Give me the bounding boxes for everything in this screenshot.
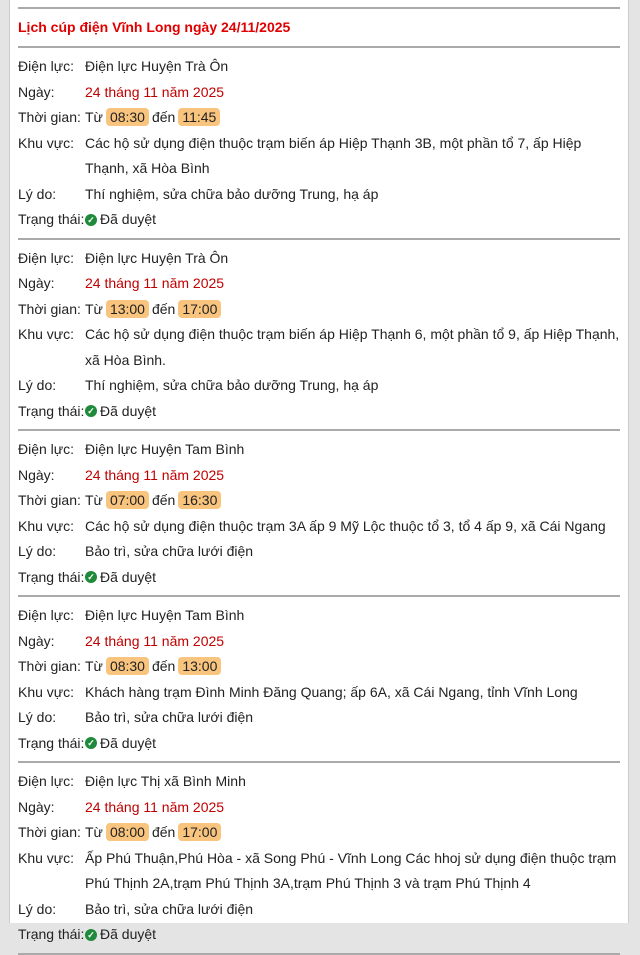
area-label: Khu vực: xyxy=(18,134,75,151)
outage-record xyxy=(18,240,620,430)
check-circle-icon: ✓ xyxy=(85,405,97,417)
reason-label: Lý do: xyxy=(18,377,57,393)
from-text: Từ xyxy=(85,824,103,840)
date-label: Ngày: xyxy=(18,83,55,100)
unit-label: Điện lực: xyxy=(18,58,75,74)
to-text: đến xyxy=(151,658,176,674)
area-label: Khu vực: xyxy=(18,683,75,700)
reason-label: Lý do: xyxy=(18,543,57,559)
reason-value: Bảo trì, sửa chữa lưới điện xyxy=(85,709,254,725)
area-value: Khách hàng trạm Đình Minh Đăng Quang; ấp 6A, xã Cái Ngang, tỉnh Vĩnh Long xyxy=(85,683,578,700)
date-value: 24 tháng 11 năm 2025 xyxy=(85,83,225,100)
time-label: Thời gian: xyxy=(18,109,81,125)
check-circle-icon: ✓ xyxy=(85,737,97,749)
to-text: đến xyxy=(151,824,176,840)
start-time-badge: 13:00 xyxy=(106,300,149,318)
date-label: Ngày: xyxy=(18,466,55,483)
unit-label: Điện lực: xyxy=(18,441,75,457)
status-label: Trạng thái: xyxy=(18,211,85,227)
check-circle-icon: ✓ xyxy=(85,929,97,941)
from-text: Từ xyxy=(85,492,103,508)
unit-value: Điện lực Huyện Tam Bình xyxy=(85,607,245,623)
from-text: Từ xyxy=(85,300,103,317)
schedule-panel xyxy=(9,0,629,942)
date-label: Ngày: xyxy=(18,798,55,815)
status-badge: Đã duyệt xyxy=(100,402,157,419)
unit-label: Điện lực: xyxy=(18,607,75,623)
status-label: Trạng thái: xyxy=(18,734,85,751)
area-value: Các hộ sử dụng điện thuộc trạm biến áp Hiệp Thạnh 3B, một phần tổ 7, ấp Hiệp Thạnh, xã Hòa Bình xyxy=(85,134,582,176)
outage-record xyxy=(18,763,620,953)
date-value: 24 tháng 11 năm 2025 xyxy=(85,466,225,483)
from-text: Từ xyxy=(85,109,103,125)
unit-label: Điện lực: xyxy=(18,773,75,789)
unit-value: Điện lực Huyện Trà Ôn xyxy=(85,58,229,74)
end-time-badge: 17:00 xyxy=(178,823,221,841)
outage-record xyxy=(18,431,620,595)
outage-record xyxy=(18,597,620,761)
unit-value: Điện lực Thị xã Bình Minh xyxy=(85,773,246,789)
date-value: 24 tháng 11 năm 2025 xyxy=(85,275,225,291)
time-label: Thời gian: xyxy=(18,824,81,840)
status-badge: Đã duyệt xyxy=(100,926,157,942)
date-value: 24 tháng 11 năm 2025 xyxy=(85,798,225,815)
status-label: Trạng thái: xyxy=(18,926,85,942)
status-label: Trạng thái: xyxy=(18,568,85,585)
unit-value: Điện lực Huyện Tam Bình xyxy=(85,441,245,457)
area-label: Khu vực: xyxy=(18,517,75,534)
area-label: Khu vực: xyxy=(18,326,75,342)
from-text: Từ xyxy=(85,658,103,674)
to-text: đến xyxy=(151,109,176,125)
start-time-badge: 08:30 xyxy=(106,108,149,126)
date-label: Ngày: xyxy=(18,632,55,649)
divider xyxy=(18,953,620,955)
reason-value: Bảo trì, sửa chữa lưới điện xyxy=(85,543,254,559)
reason-label: Lý do: xyxy=(18,185,57,202)
time-label: Thời gian: xyxy=(18,300,81,317)
reason-label: Lý do: xyxy=(18,900,57,917)
reason-value: Thí nghiệm, sửa chữa bảo dưỡng Trung, hạ áp xyxy=(85,185,379,202)
start-time-badge: 08:00 xyxy=(106,823,149,841)
area-value: Các hộ sử dụng điện thuộc trạm biến áp Hiệp Thạnh 6, một phần tổ 9, ấp Hiệp Thạnh, xã Hòa Bình. xyxy=(85,326,620,368)
area-value: Ấp Phú Thuận,Phú Hòa - xã Song Phú - Vĩnh Long Các hhoj sử dụng điện thuộc trạm Phú Thịnh 2A,trạm Phú Thịnh 3A,trạm Phú Thịnh 3 và trạm Phú Thịnh 4 xyxy=(85,849,617,891)
reason-label: Lý do: xyxy=(18,709,57,725)
start-time-badge: 08:30 xyxy=(106,657,149,675)
reason-value: Bảo trì, sửa chữa lưới điện xyxy=(85,900,254,917)
area-label: Khu vực: xyxy=(18,849,75,866)
page-title: Lịch cúp điện Vĩnh Long ngày 24/11/2025 xyxy=(18,19,291,35)
to-text: đến xyxy=(151,300,176,317)
status-badge: Đã duyệt xyxy=(100,734,157,751)
date-value: 24 tháng 11 năm 2025 xyxy=(85,632,225,649)
end-time-badge: 17:00 xyxy=(178,300,221,318)
status-badge: Đã duyệt xyxy=(100,568,157,585)
date-label: Ngày: xyxy=(18,275,55,291)
unit-value: Điện lực Huyện Trà Ôn xyxy=(85,249,229,266)
outage-record xyxy=(18,48,620,238)
to-text: đến xyxy=(151,492,176,508)
status-label: Trạng thái: xyxy=(18,402,85,419)
check-circle-icon: ✓ xyxy=(85,214,97,226)
time-label: Thời gian: xyxy=(18,658,81,674)
status-badge: Đã duyệt xyxy=(100,211,157,227)
end-time-badge: 13:00 xyxy=(178,657,221,675)
unit-label: Điện lực: xyxy=(18,249,75,266)
reason-value: Thí nghiệm, sửa chữa bảo dưỡng Trung, hạ áp xyxy=(85,377,379,393)
check-circle-icon: ✓ xyxy=(85,571,97,583)
start-time-badge: 07:00 xyxy=(106,491,149,509)
area-value: Các hộ sử dụng điện thuộc trạm 3A ấp 9 Mỹ Lộc thuộc tổ 3, tổ 4 ấp 9, xã Cái Ngang xyxy=(85,517,606,534)
end-time-badge: 16:30 xyxy=(178,491,221,509)
end-time-badge: 11:45 xyxy=(178,108,220,126)
time-label: Thời gian: xyxy=(18,492,81,508)
